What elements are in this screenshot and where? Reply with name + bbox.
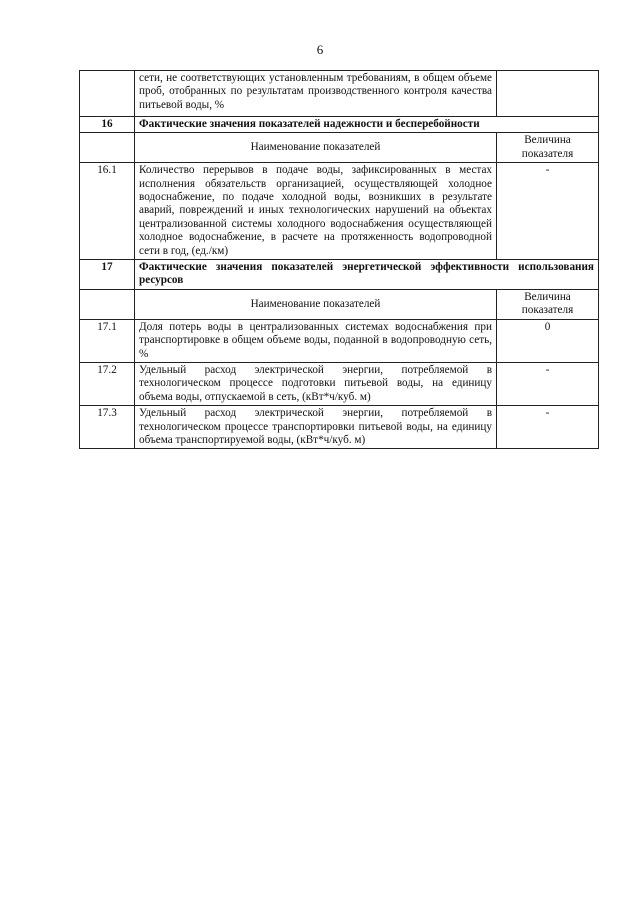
- header-value: Величина показателя: [497, 133, 599, 163]
- section-number: 17: [80, 260, 135, 290]
- indicators-table: [79, 70, 599, 449]
- table-row: [80, 163, 599, 260]
- row-value: 0: [497, 319, 599, 362]
- section-title: Фактические значения показателей энергетической эффективности использования ресурсов: [135, 260, 599, 290]
- header-value: Величина показателя: [497, 289, 599, 319]
- column-header-row: [80, 289, 599, 319]
- header-number-cell: [80, 289, 135, 319]
- row-number: 17.2: [80, 362, 135, 405]
- table-row: [80, 362, 599, 405]
- section-number: 16: [80, 117, 135, 133]
- row-number: 17.3: [80, 406, 135, 449]
- table-row: [80, 406, 599, 449]
- section-title: Фактические значения показателей надежности и бесперебойности: [135, 117, 599, 133]
- section-heading-row: [80, 117, 599, 133]
- row-number: [80, 71, 135, 117]
- row-number: 17.1: [80, 319, 135, 362]
- header-number-cell: [80, 133, 135, 163]
- section-heading-row: [80, 260, 599, 290]
- table-row: [80, 319, 599, 362]
- row-description: Количество перерывов в подаче воды, зафиксированных в местах исполнения обязательств организацией, осуществляющей холодное водоснабжение, по подаче холодной воды, возникших в результате аварий, повреждений и иных технологических нарушений на объектах централизованной системы холодного водоснабжения осуществляющей холодное водоснабжение, в расчете на протяженность водопроводной сети в год, (ед./км): [135, 163, 497, 260]
- column-header-row: [80, 133, 599, 163]
- row-description: Удельный расход электрической энергии, потребляемой в технологическом процессе подготовки питьевой воды, на единицу объема воды, отпускаемой в сеть, (кВт*ч/куб. м): [135, 362, 497, 405]
- row-value: [497, 71, 599, 117]
- row-value: -: [497, 362, 599, 405]
- page-number: 6: [316, 42, 324, 57]
- row-description: сети, не соответствующих установленным требованиям, в общем объеме проб, отобранных по результатам производственного контроля качества питьевой воды, %: [135, 71, 497, 117]
- row-description: Удельный расход электрической энергии, потребляемой в технологическом процессе транспортировки питьевой воды, на единицу объема транспортируемой воды, (кВт*ч/куб. м): [135, 406, 497, 449]
- row-number: 16.1: [80, 163, 135, 260]
- row-value: -: [497, 163, 599, 260]
- row-value: -: [497, 406, 599, 449]
- table-row: [80, 71, 599, 117]
- row-description: Доля потерь воды в централизованных системах водоснабжения при транспортировке в общем объеме воды, поданной в водопроводную сеть, %: [135, 319, 497, 362]
- header-name: Наименование показателей: [135, 133, 497, 163]
- header-name: Наименование показателей: [135, 289, 497, 319]
